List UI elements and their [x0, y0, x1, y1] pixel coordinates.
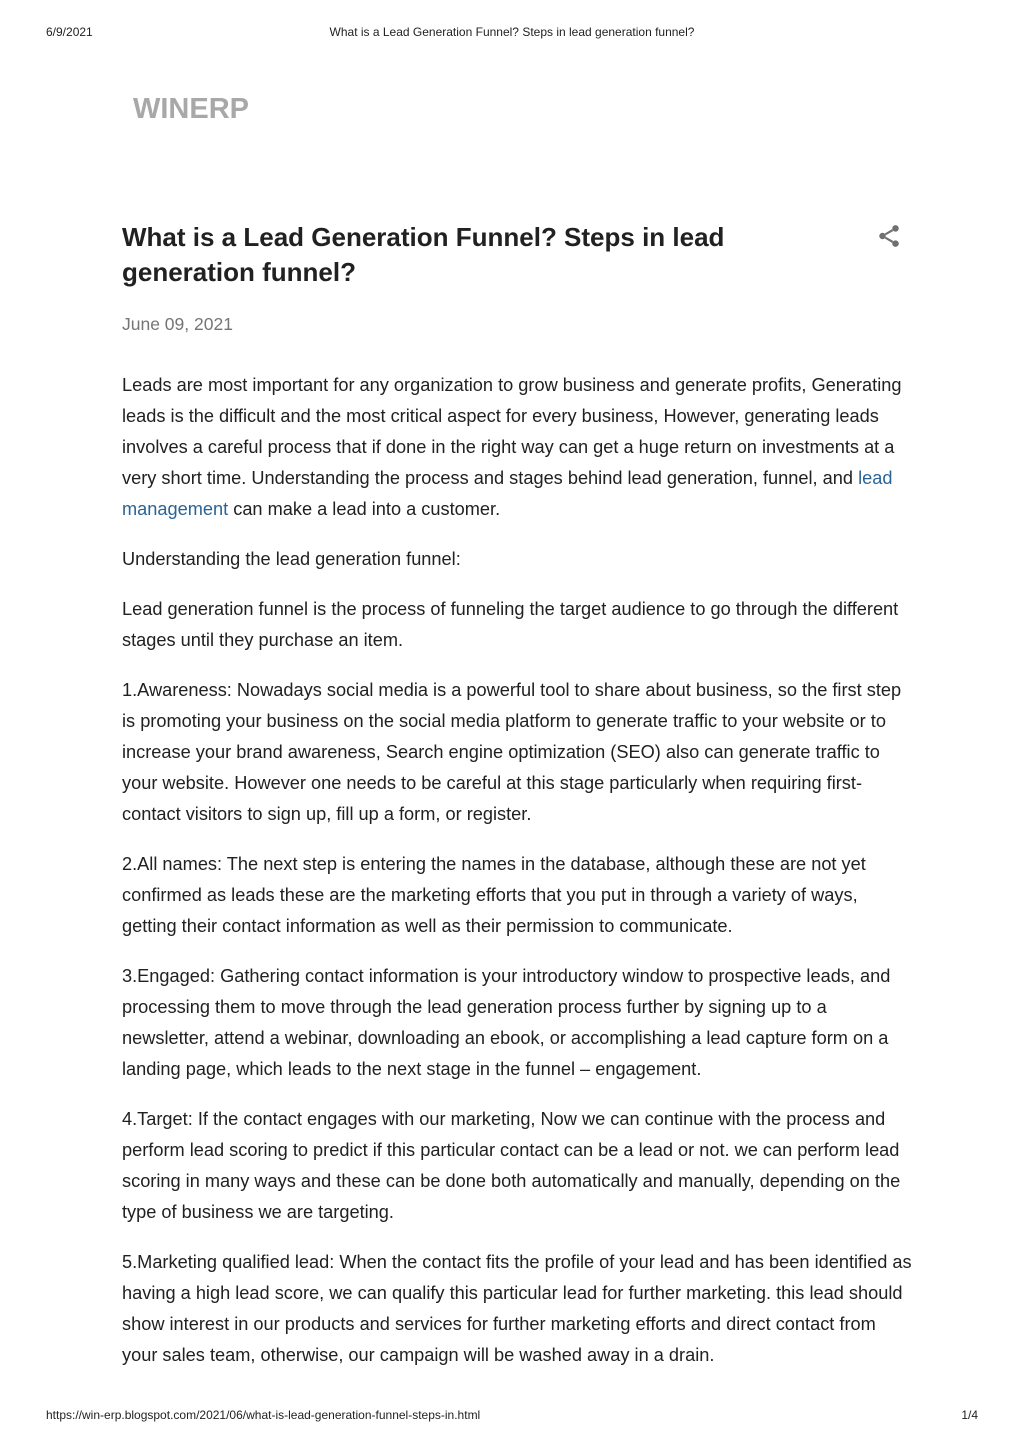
- post-header: [122, 220, 902, 290]
- step-all-names-paragraph: 2.All names: The next step is entering the names in the database, although these are not yet confirmed as leads these are the marketing efforts that you put in through a variety of ways, getting their contact information as well as their permission to communicate.: [122, 854, 866, 936]
- print-url: https://win-erp.blogspot.com/2021/06/what-is-lead-generation-funnel-steps-in.html: [46, 1408, 481, 1422]
- print-footer: [0, 1408, 1024, 1426]
- share-icon[interactable]: [876, 222, 902, 250]
- body-paragraph: Lead generation funnel is the process of funneling the target audience to go through the different stages until they purchase an item.: [122, 599, 899, 650]
- intro-paragraph: [122, 370, 912, 525]
- print-page-number: 1/4: [961, 1408, 978, 1422]
- step-engaged-paragraph: 3.Engaged: Gathering contact information is your introductory window to prospective leads, and processing them to move through the lead generation process further by signing up to a newsletter, attend a webinar, downloading an ebook, or accomplishing a lead capture form on a landing page, which leads to the next stage in the funnel – engagement.: [122, 966, 891, 1079]
- intro-text-before-link: Leads are most important for any organization to grow business and generate profits, Generating leads is the difficult and the most critical aspect for every business, However, generating leads involves a careful process that if done in the right way can get a huge return on investments at a very short time. Understanding the process and stages behind lead generation, funnel, and: [122, 375, 902, 488]
- step-awareness-paragraph: 1.Awareness: Nowadays social media is a powerful tool to share about business, so the first step is promoting your business on the social media platform to generate traffic to your website or to increase your brand awareness, Search engine optimization (SEO) also can generate traffic to your website. However one needs to be careful at this stage particularly when requiring first-contact visitors to sign up, fill up a form, or register.: [122, 680, 902, 824]
- print-date: 6/9/2021: [46, 25, 93, 39]
- post-date: June 09, 2021: [122, 314, 233, 334]
- intro-text-after-link: can make a lead into a customer.: [228, 499, 501, 519]
- step-target-paragraph: 4.Target: If the contact engages with our marketing, Now we can continue with the process and perform lead scoring to predict if this particular contact can be a lead or not. we can perform lead scoring in many ways and these can be done both automatically and manually, depending on the type of business we are targeting.: [122, 1109, 901, 1222]
- post-body: [122, 370, 912, 1390]
- post-title: What is a Lead Generation Funnel? Steps in lead generation funnel?: [122, 222, 725, 287]
- body-paragraph: Understanding the lead generation funnel:: [122, 549, 461, 569]
- step-mql-paragraph: 5.Marketing qualified lead: When the contact fits the profile of your lead and has been identified as having a high lead score, we can qualify this particular lead for further marketing. this lead should show interest in our products and services for further marketing efforts and direct contact from your sales team, otherwise, our campaign will be washed away in a drain.: [122, 1252, 912, 1365]
- blog-name-link[interactable]: WINERP: [133, 93, 249, 125]
- print-page-title: What is a Lead Generation Funnel? Steps in lead generation funnel?: [329, 25, 695, 39]
- lead-management-link[interactable]: lead management: [122, 468, 893, 519]
- print-header: [0, 25, 1024, 43]
